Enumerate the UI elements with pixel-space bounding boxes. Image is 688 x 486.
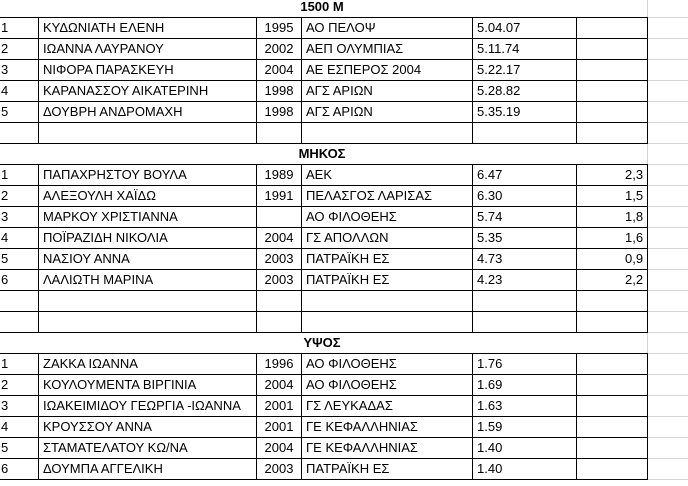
empty-row [0, 312, 688, 333]
cell-birth-year[interactable]: 1996 [257, 354, 302, 375]
result-row [0, 186, 688, 207]
cell-mark[interactable]: 5.74 [473, 207, 577, 228]
empty-cell[interactable] [39, 291, 257, 312]
cell-rank[interactable]: 3 [0, 396, 39, 417]
cell-mark[interactable]: 5.28.82 [473, 81, 577, 102]
grid-cell[interactable] [648, 81, 688, 102]
grid-cell[interactable] [648, 312, 688, 333]
result-row [0, 207, 688, 228]
cell-athlete-name[interactable]: ΠΑΠΑΧΡΗΣΤΟΥ ΒΟΥΛΑ [39, 165, 257, 186]
grid-cell[interactable] [648, 39, 688, 60]
grid-cell[interactable] [648, 417, 688, 438]
cell-athlete-name[interactable]: ΙΩΑΚΕΙΜΙΔΟΥ ΓΕΩΡΓΙΑ -ΙΩΑΝΝΑ [39, 396, 257, 417]
result-row [0, 375, 688, 396]
empty-cell[interactable] [577, 291, 648, 312]
result-row [0, 249, 688, 270]
cell-mark[interactable]: 5.35.19 [473, 102, 577, 123]
cell-birth-year[interactable]: 2003 [257, 249, 302, 270]
empty-cell[interactable] [473, 312, 577, 333]
result-row [0, 270, 688, 291]
cell-wind[interactable] [577, 354, 648, 375]
grid-cell[interactable] [648, 459, 688, 480]
cell-wind[interactable]: 1,6 [577, 228, 648, 249]
cell-birth-year[interactable]: 2004 [257, 228, 302, 249]
grid-cell[interactable] [648, 0, 688, 18]
grid-cell[interactable] [648, 207, 688, 228]
cell-wind[interactable]: 1,5 [577, 186, 648, 207]
cell-club[interactable]: ΑΓΣ ΑΡΙΩΝ [302, 102, 473, 123]
cell-mark[interactable]: 4.23 [473, 270, 577, 291]
empty-cell[interactable] [577, 123, 648, 144]
cell-birth-year[interactable]: 1991 [257, 186, 302, 207]
cell-wind[interactable] [577, 438, 648, 459]
cell-birth-year[interactable] [257, 207, 302, 228]
section-header-row [0, 144, 688, 165]
cell-mark[interactable]: 1.69 [473, 375, 577, 396]
grid-cell[interactable] [648, 354, 688, 375]
cell-birth-year[interactable]: 2004 [257, 375, 302, 396]
result-row [0, 60, 688, 81]
cell-birth-year[interactable]: 1998 [257, 81, 302, 102]
cell-athlete-name[interactable]: ΑΛΕΞΟΥΛΗ ΧΑΪΔΩ [39, 186, 257, 207]
cell-club[interactable]: ΑΓΣ ΑΡΙΩΝ [302, 81, 473, 102]
section-title[interactable]: 1500 M [0, 0, 648, 18]
cell-club[interactable]: ΠΑΤΡΑΪΚΗ ΕΣ [302, 270, 473, 291]
cell-mark[interactable]: 1.76 [473, 354, 577, 375]
cell-rank[interactable]: 4 [0, 228, 39, 249]
cell-athlete-name[interactable]: ΜΑΡΚΟΥ ΧΡΙΣΤΙΑΝΝΑ [39, 207, 257, 228]
section-title[interactable]: ΥΨΟΣ [0, 333, 648, 354]
cell-club[interactable]: ΑΟ ΦΙΛΟΘΕΗΣ [302, 354, 473, 375]
grid-cell[interactable] [648, 333, 688, 354]
cell-club[interactable]: ΓΣ ΑΠΟΛΛΩΝ [302, 228, 473, 249]
cell-rank[interactable]: 5 [0, 249, 39, 270]
result-row [0, 228, 688, 249]
result-row [0, 459, 688, 480]
empty-cell[interactable] [473, 123, 577, 144]
cell-rank[interactable]: 1 [0, 165, 39, 186]
cell-club[interactable]: ΑΟ ΦΙΛΟΘΕΗΣ [302, 375, 473, 396]
result-row [0, 438, 688, 459]
grid-cell[interactable] [648, 249, 688, 270]
cell-rank[interactable]: 6 [0, 270, 39, 291]
cell-wind[interactable] [577, 18, 648, 39]
cell-club[interactable]: ΑΕΠ ΟΛΥΜΠΙΑΣ [302, 39, 473, 60]
cell-birth-year[interactable]: 2001 [257, 417, 302, 438]
cell-wind[interactable] [577, 60, 648, 81]
result-row [0, 81, 688, 102]
cell-birth-year[interactable]: 1989 [257, 165, 302, 186]
cell-rank[interactable]: 3 [0, 207, 39, 228]
cell-athlete-name[interactable]: ΝΑΣΙΟΥ ΑΝΝΑ [39, 249, 257, 270]
grid-cell[interactable] [648, 396, 688, 417]
grid-cell[interactable] [648, 60, 688, 81]
cell-wind[interactable] [577, 417, 648, 438]
result-row [0, 417, 688, 438]
grid-cell[interactable] [648, 186, 688, 207]
cell-rank[interactable]: 5 [0, 438, 39, 459]
cell-club[interactable]: ΑΟ ΦΙΛΟΘΕΗΣ [302, 207, 473, 228]
grid-cell[interactable] [648, 438, 688, 459]
section-header-row [0, 0, 688, 18]
cell-athlete-name[interactable]: ΔΟΥΜΠΑ ΑΓΓΕΛΙΚΗ [39, 459, 257, 480]
empty-cell[interactable] [39, 312, 257, 333]
cell-mark[interactable]: 4.73 [473, 249, 577, 270]
cell-rank[interactable]: 3 [0, 60, 39, 81]
cell-birth-year[interactable]: 2003 [257, 270, 302, 291]
cell-mark[interactable]: 5.35 [473, 228, 577, 249]
cell-rank[interactable]: 1 [0, 18, 39, 39]
result-row [0, 165, 688, 186]
grid-cell[interactable] [648, 375, 688, 396]
empty-row [0, 291, 688, 312]
result-row [0, 102, 688, 123]
empty-cell[interactable] [0, 312, 39, 333]
cell-rank[interactable]: 5 [0, 102, 39, 123]
cell-athlete-name[interactable]: ΛΑΛΙΩΤΗ ΜΑΡΙΝΑ [39, 270, 257, 291]
cell-mark[interactable]: 1.40 [473, 438, 577, 459]
grid-cell[interactable] [648, 228, 688, 249]
cell-mark[interactable]: 1.40 [473, 459, 577, 480]
cell-mark[interactable]: 1.59 [473, 417, 577, 438]
grid-cell[interactable] [648, 102, 688, 123]
cell-athlete-name[interactable]: ΠΟΪΡΑΖΙΔΗ ΝΙΚΟΛΙΑ [39, 228, 257, 249]
cell-athlete-name[interactable]: ΔΟΥΒΡΗ ΑΝΔΡΟΜΑΧΗ [39, 102, 257, 123]
cell-mark[interactable]: 5.22.17 [473, 60, 577, 81]
cell-birth-year[interactable]: 2003 [257, 459, 302, 480]
cell-athlete-name[interactable]: ΚΥΔΩΝΙΑΤΗ ΕΛΕΝΗ [39, 18, 257, 39]
cell-birth-year[interactable]: 2001 [257, 396, 302, 417]
grid-cell[interactable] [648, 291, 688, 312]
cell-club[interactable]: ΓΕ ΚΕΦΑΛΛΗΝΙΑΣ [302, 417, 473, 438]
result-row [0, 39, 688, 60]
cell-club[interactable]: ΠΑΤΡΑΪΚΗ ΕΣ [302, 459, 473, 480]
grid-cell[interactable] [648, 18, 688, 39]
cell-mark[interactable]: 5.04.07 [473, 18, 577, 39]
cell-rank[interactable]: 6 [0, 459, 39, 480]
cell-rank[interactable]: 4 [0, 417, 39, 438]
cell-athlete-name[interactable]: ΝΙΦΟΡΑ ΠΑΡΑΣΚΕΥΗ [39, 60, 257, 81]
cell-club[interactable]: ΑΟ ΠΕΛΟΨ [302, 18, 473, 39]
cell-wind[interactable] [577, 396, 648, 417]
empty-cell[interactable] [39, 123, 257, 144]
result-row [0, 354, 688, 375]
cell-wind[interactable] [577, 81, 648, 102]
cell-club[interactable]: ΓΣ ΛΕΥΚΑΔΑΣ [302, 396, 473, 417]
cell-birth-year[interactable]: 2004 [257, 438, 302, 459]
empty-cell[interactable] [257, 312, 302, 333]
result-row [0, 396, 688, 417]
cell-athlete-name[interactable]: ΚΑΡΑΝΑΣΣΟΥ ΑΙΚΑΤΕΡΙΝΗ [39, 81, 257, 102]
cell-athlete-name[interactable]: ΖΑΚΚΑ ΙΩΑΝΝΑ [39, 354, 257, 375]
cell-club[interactable]: ΑΕ ΕΣΠΕΡΟΣ 2004 [302, 60, 473, 81]
result-row [0, 18, 688, 39]
empty-cell[interactable] [302, 123, 473, 144]
cell-wind[interactable]: 2,2 [577, 270, 648, 291]
cell-wind[interactable] [577, 375, 648, 396]
cell-athlete-name[interactable]: ΙΩΑΝΝΑ ΛΑΥΡΑΝΟΥ [39, 39, 257, 60]
cell-birth-year[interactable]: 2002 [257, 39, 302, 60]
empty-cell[interactable] [302, 312, 473, 333]
grid-cell[interactable] [648, 144, 688, 165]
cell-rank[interactable]: 4 [0, 81, 39, 102]
cell-athlete-name[interactable]: ΚΡΟΥΣΣΟΥ ΑΝΝΑ [39, 417, 257, 438]
empty-cell[interactable] [302, 291, 473, 312]
cell-wind[interactable] [577, 39, 648, 60]
cell-birth-year[interactable]: 1998 [257, 102, 302, 123]
empty-cell[interactable] [257, 291, 302, 312]
cell-mark[interactable]: 6.30 [473, 186, 577, 207]
cell-mark[interactable]: 6.47 [473, 165, 577, 186]
empty-cell[interactable] [0, 123, 39, 144]
cell-mark[interactable]: 1.63 [473, 396, 577, 417]
cell-wind[interactable] [577, 102, 648, 123]
cell-club[interactable]: ΑΕΚ [302, 165, 473, 186]
grid-cell[interactable] [648, 123, 688, 144]
cell-rank[interactable]: 1 [0, 354, 39, 375]
empty-cell[interactable] [577, 312, 648, 333]
cell-wind[interactable]: 2,3 [577, 165, 648, 186]
cell-athlete-name[interactable]: ΣΤΑΜΑΤΕΛΑΤΟΥ ΚΩ/ΝΑ [39, 438, 257, 459]
empty-cell[interactable] [257, 123, 302, 144]
cell-wind[interactable] [577, 459, 648, 480]
section-title[interactable]: ΜΗΚΟΣ [0, 144, 648, 165]
cell-wind[interactable]: 0,9 [577, 249, 648, 270]
cell-club[interactable]: ΠΑΤΡΑΪΚΗ ΕΣ [302, 249, 473, 270]
cell-club[interactable]: ΠΕΛΑΣΓΟΣ ΛΑΡΙΣΑΣ [302, 186, 473, 207]
empty-cell[interactable] [473, 291, 577, 312]
grid-cell[interactable] [648, 270, 688, 291]
cell-athlete-name[interactable]: ΚΟΥΛΟΥΜΕΝΤΑ ΒΙΡΓΙΝΙΑ [39, 375, 257, 396]
cell-mark[interactable]: 5.11.74 [473, 39, 577, 60]
cell-wind[interactable]: 1,8 [577, 207, 648, 228]
cell-rank[interactable]: 2 [0, 186, 39, 207]
empty-row [0, 123, 688, 144]
cell-rank[interactable]: 2 [0, 375, 39, 396]
cell-club[interactable]: ΓΕ ΚΕΦΑΛΛΗΝΙΑΣ [302, 438, 473, 459]
section-header-row [0, 333, 688, 354]
empty-cell[interactable] [0, 291, 39, 312]
cell-birth-year[interactable]: 1995 [257, 18, 302, 39]
grid-cell[interactable] [648, 165, 688, 186]
cell-rank[interactable]: 2 [0, 39, 39, 60]
cell-birth-year[interactable]: 2004 [257, 60, 302, 81]
